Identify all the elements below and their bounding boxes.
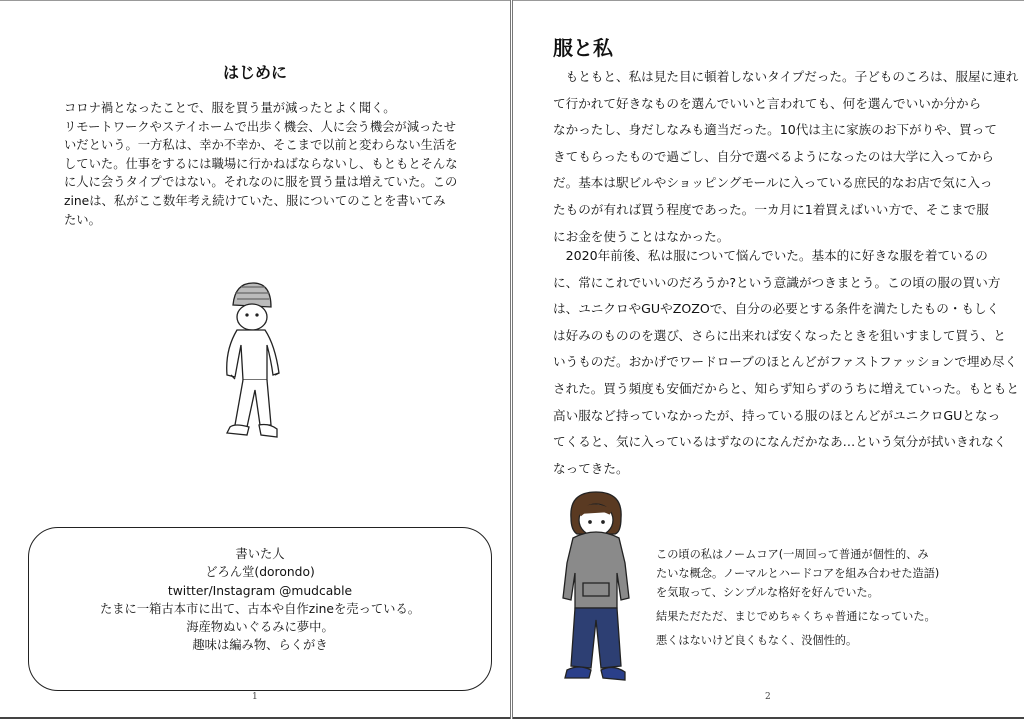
caption-line: を気取って、シンプルな格好を好んでいた。 bbox=[656, 586, 879, 599]
text-line: 2020年前後、私は服について悩んでいた。基本的に好きな服を着ているの bbox=[553, 248, 988, 263]
author-name: どろん堂(dorondo) bbox=[205, 565, 315, 580]
illustration-caption bbox=[656, 545, 939, 650]
caption-line: たいな概念。ノーマルとハードコアを組み合わせた造語) bbox=[656, 567, 940, 580]
text-line: たものが有れば買う程度であった。一カ月に1着買えばいい方で、そこまで服 bbox=[553, 201, 989, 217]
bio-heading: 書いた人 bbox=[235, 547, 285, 561]
caption-line: この頃の私はノームコア(一周回って普通が個性的、み bbox=[656, 548, 929, 561]
text-line: 高い服など持っていなかったが、持っている服のほとんどがユニクロGUとなっ bbox=[553, 407, 1001, 423]
paragraph-2 bbox=[553, 243, 1019, 482]
text-line: コロナ禍となったことで、服を買う量が減ったとよく聞く。 bbox=[64, 101, 396, 115]
text-line: していた。仕事をするには職場に行かねばならないし、もともとそんな bbox=[64, 156, 458, 171]
text-line: なってきた。 bbox=[553, 460, 629, 476]
text-line: zineは、私がここ数年考え続けていた、服についてのことを書いてみ bbox=[64, 193, 446, 208]
text-line: に、常にこれでいいのだろうか?という意識がつきまとう。この頃の服の買い方 bbox=[553, 274, 1001, 290]
page-title: はじめに bbox=[222, 63, 287, 82]
page-left bbox=[0, 0, 511, 719]
page-edge bbox=[0, 0, 510, 1]
caption-line: 結果ただただ、まじでめちゃくちゃ普通になっていた。 bbox=[656, 610, 936, 623]
text-line: は好みのもののを選び、さらに出来れば安くなったときを狙いすまして買う、と bbox=[553, 327, 1006, 343]
text-line: された。買う頻度も安価だからと、知らず知らずのうちに増えていった。もともと bbox=[553, 380, 1019, 396]
page-edge bbox=[513, 0, 1024, 1]
author-social: twitter/Instagram @mudcable bbox=[167, 583, 353, 598]
intro-text bbox=[64, 99, 458, 229]
page-title: 服と私 bbox=[553, 36, 613, 60]
page-right bbox=[512, 0, 1024, 719]
text-line: いうものだ。おかげでワードローブのほとんどがファストファッションで埋め尽く bbox=[553, 354, 1018, 370]
text-line: たい。 bbox=[64, 212, 101, 227]
text-line: だ。基本は駅ビルやショッピングモールに入っている庶民的なお店で気に入っ bbox=[553, 175, 993, 191]
text-line: きてもらったもので過ごし、自分で選べるようになったのは大学に入ってから bbox=[553, 148, 994, 164]
page-number: 1 bbox=[252, 692, 258, 702]
text-line: てくると、気に入っているはずなのになんだかなあ…という気分が拭いきれなく bbox=[553, 434, 1007, 450]
person-illustration-beanie bbox=[205, 275, 295, 450]
text-line: にお金を使うことはなかった。 bbox=[553, 228, 730, 244]
bio-line: 海産物ぬいぐるみに夢中。 bbox=[186, 620, 334, 635]
text-line: いだという。一方私は、幸か不幸か、そこまで以前と変わらない生活を bbox=[64, 138, 458, 153]
text-line: もともと、私は見た目に頓着しないタイプだった。子どものころは、服屋に連れ bbox=[553, 69, 1019, 84]
page-edge bbox=[0, 717, 510, 719]
text-line: に人に会うタイプではない。それなのに服を買う量は増えていた。この bbox=[64, 175, 458, 190]
text-line: て行かれて好きなものを選んでいいと言われても、何を選んでいいか分から bbox=[553, 95, 982, 111]
page-number: 2 bbox=[765, 692, 771, 702]
bio-line: たまに一箱古本市に出て、古本や自作zineを売っている。 bbox=[99, 601, 421, 616]
author-bio bbox=[29, 545, 491, 655]
person-illustration-hoodie bbox=[551, 488, 641, 688]
caption-line: 悪くはないけど良くもなく、没個性的。 bbox=[656, 634, 858, 647]
text-line: は、ユニクロやGUやZOZOで、自分の必要とする条件を満たしたもの・もしく bbox=[553, 301, 1000, 317]
bio-line: 趣味は編み物、らくがき bbox=[192, 638, 328, 653]
text-line: なかったし、身だしなみも適当だった。10代は主に家族のお下がりや、買って bbox=[553, 122, 997, 138]
text-line: リモートワークやステイホームで出歩く機会、人に会う機会が減ったせ bbox=[64, 119, 456, 134]
page-edge bbox=[513, 717, 1024, 719]
author-profile-box bbox=[28, 527, 492, 691]
paragraph-1 bbox=[553, 64, 1018, 250]
